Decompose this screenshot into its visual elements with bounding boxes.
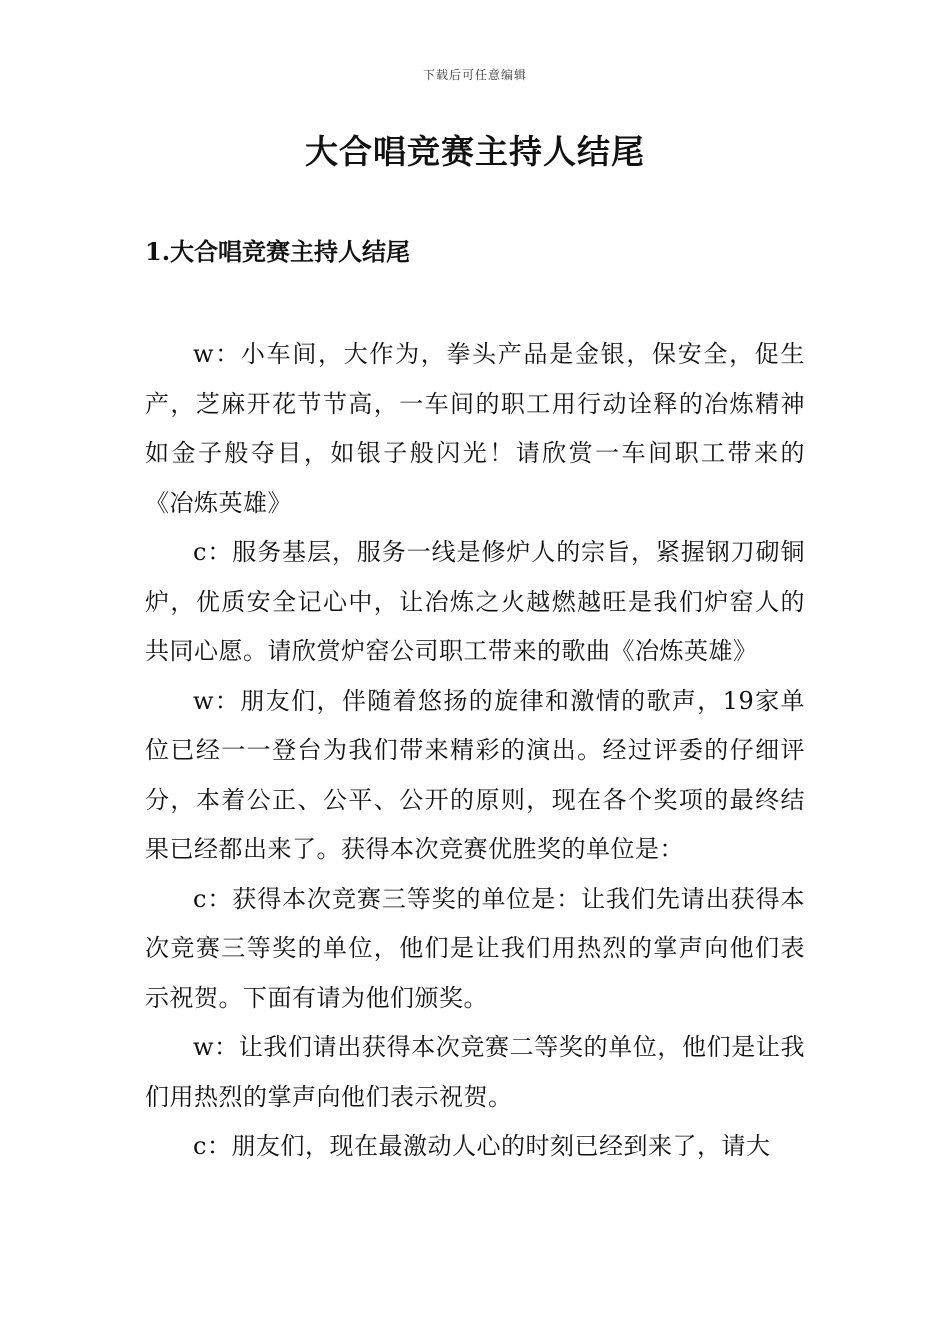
paragraph: w：让我们请出获得本次竞赛二等奖的单位，他们是让我们用热烈的掌声向他们表示祝贺。 — [145, 1033, 805, 1111]
paragraph: c：朋友们，现在最激动人心的时刻已经到来了，请大 — [193, 1132, 771, 1160]
document-body — [145, 330, 805, 1172]
paragraph: w：小车间，大作为，拳头产品是金银，保安全，促生产，芝麻开花节节高，一车间的职工用行动诠释的冶炼精神如金子般夺目，如银子般闪光！请欣赏一车间职工带来的《冶炼英雄》 — [145, 340, 805, 517]
paragraph: c：服务基层，服务一线是修炉人的宗旨，紧握钢刀砌铜炉，优质安全记心中，让冶炼之火越燃越旺是我们炉窑人的共同心愿。请欣赏炉窑公司职工带来的歌曲《冶炼英雄》 — [145, 538, 805, 665]
header-note: 下载后可任意编辑 — [422, 68, 527, 82]
section-heading: 1.大合唱竞赛主持人结尾 — [145, 237, 411, 266]
paragraph: c：获得本次竞赛三等奖的单位是：让我们先请出获得本次竞赛三等奖的单位，他们是让我们用热烈的掌声向他们表示祝贺。下面有请为他们颁奖。 — [145, 884, 805, 1012]
paragraph: w：朋友们，伴随着悠扬的旋律和激情的歌声，19家单位已经一一登台为我们带来精彩的演出。经过评委的仔细评分，本着公正、公平、公开的原则，现在各个奖项的最终结果已经都出来了。获得本次竞赛优胜奖的单位是： — [145, 686, 805, 863]
document-title: 大合唱竞赛主持人结尾 — [305, 132, 645, 171]
